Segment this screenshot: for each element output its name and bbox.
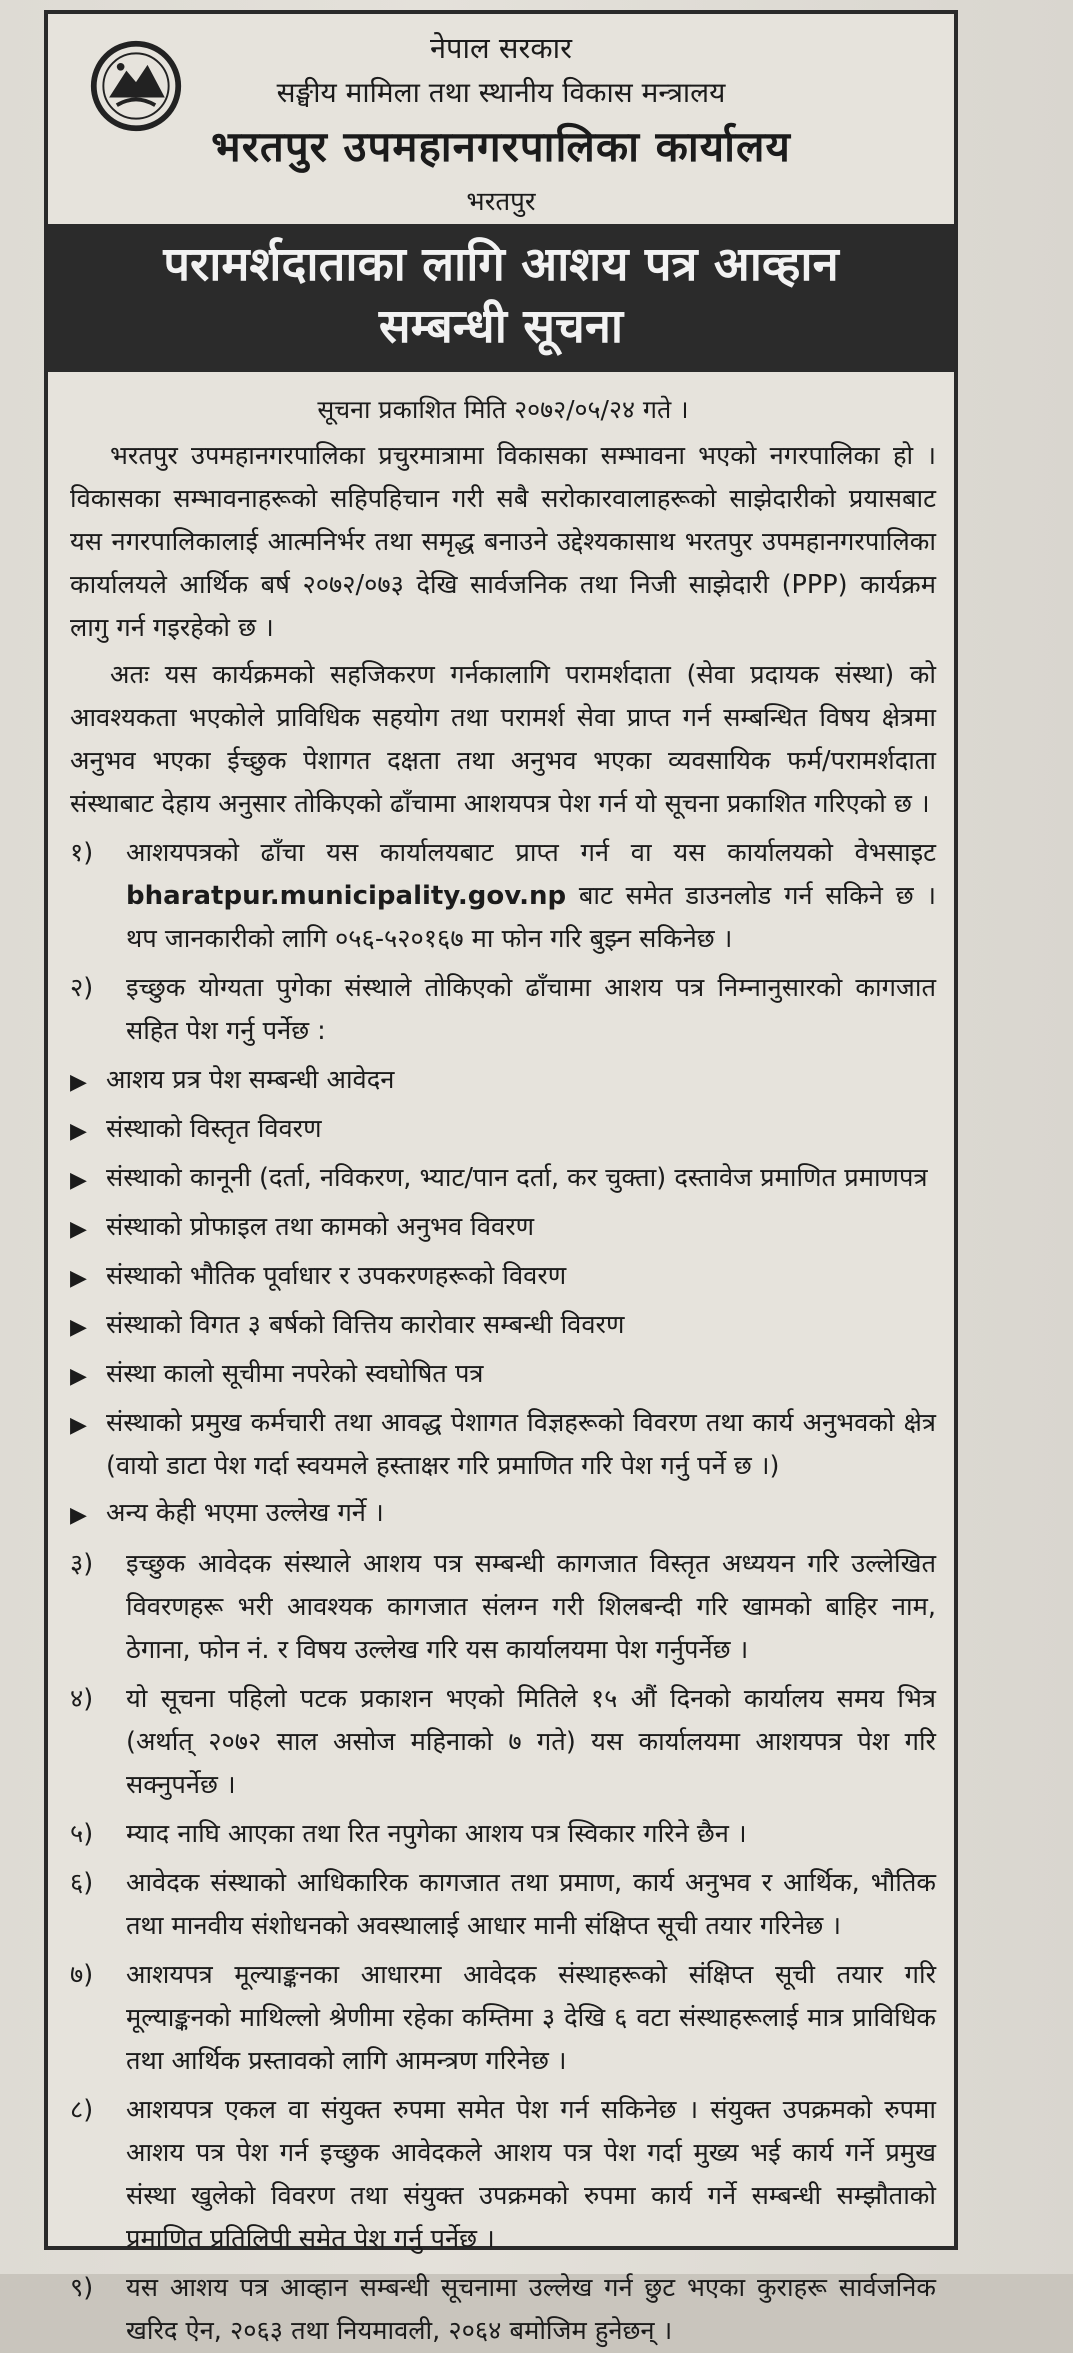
item-number: २) <box>70 973 94 1003</box>
nepal-emblem-icon <box>88 38 184 134</box>
list-item <box>70 1862 936 1948</box>
list-item <box>70 1678 936 1807</box>
banner-line-2: सम्बन्धी सूचना <box>378 299 624 354</box>
purpose-paragraph: अतः यस कार्यक्रमको सहजिकरण गर्नकालागि परामर्शदाता (सेवा प्रदायक संस्था) को आवश्यकता भएकोले प्राविधिक सहयोग तथा परामर्श सेवा प्राप्त गर्न सम्बन्धित विषय क्षेत्रमा अनुभव भएका ईच्छुक पेशागत दक्षता तथा अनुभव भएका व्यवसायिक फर्म/परामर्शदाता संस्थाबाट देहाय अनुसार तोकिएको ढाँचामा आशयपत्र पेश गर्न यो सूचना प्रकाशित गरिएको छ । <box>70 660 936 819</box>
item-text: म्याद नाघि आएका तथा रित नपुगेका आशय पत्र स्विकार गरिने छैन । <box>126 1819 747 1849</box>
arrow-bullet-icon: ▶ <box>70 1119 87 1144</box>
bullet-item: ▶ संस्थाको प्रोफाइल तथा कामको अनुभव विवरण <box>70 1206 936 1251</box>
item-text: आशयपत्र मूल्याङ्कनका आधारमा आवेदक संस्थाहरूको संक्षिप्त सूची तयार गरि मूल्याङ्कनको माथिल्लो श्रेणीमा रहेका कम्तिमा ३ देखि ६ वटा संस्थाहरूलाई मात्र प्राविधिक तथा आर्थिक प्रस्तावको लागि आमन्त्रण गरिनेछ । <box>126 1960 936 2076</box>
item-number: ९) <box>70 2273 94 2303</box>
item-text: बाट समेत डाउनलोड गर्न सकिने छ । थप जानकारीको लागि ०५६-५२०१६७ मा फोन गरि बुझ्न सकिनेछ । <box>126 881 936 954</box>
ministry-title: सङ्घीय मामिला तथा स्थानीय विकास मन्त्रालय <box>276 76 726 109</box>
item-number: ७) <box>70 1960 94 1990</box>
item-text: यो सूचना पहिलो पटक प्रकाशन भएको मितिले १५ औं दिनको कार्यालय समय भित्र (अर्थात् २०७२ साल असोज महिनाको ७ गते) यस कार्यालयमा आशयपत्र पेश गरि सक्नुपर्नेछ । <box>126 1684 936 1800</box>
banner-line-1: परामर्शदाताका लागि आशय पत्र आव्हान <box>163 237 839 292</box>
arrow-bullet-icon: ▶ <box>70 1503 87 1528</box>
arrow-bullet-icon: ▶ <box>70 1070 87 1095</box>
government-title: नेपाल सरकार <box>429 31 573 65</box>
bullet-item: ▶ संस्थाको विगत ३ बर्षको वित्तिय कारोवार सम्बन्धी विवरण <box>70 1304 936 1349</box>
bullet-item: ▶ संस्थाको भौतिक पूर्वाधार र उपकरणहरूको विवरण <box>70 1255 936 1300</box>
arrow-bullet-icon: ▶ <box>70 1217 87 1242</box>
list-item <box>70 967 936 1053</box>
list-item <box>70 1954 936 2083</box>
publish-date: सूचना प्रकाशित मिति २०७२/०५/२४ गते । <box>317 395 689 424</box>
item-text: आशयपत्र एकल वा संयुक्त रुपमा समेत पेश गर्न सकिनेछ । संयुक्त उपक्रमको रुपमा आशय पत्र पेश गर्न इच्छुक आवेदकले आशय पत्र पेश गर्दा मुख्य भई कार्य गर्ने प्रमुख संस्था खुलेको विवरण तथा संयुक्त उपक्रमको रुपमा कार्य गर्ने सम्बन्धी सम्झौताको प्रमाणित प्रतिलिपी समेत पेश गर्नु पर्नेछ । <box>126 2095 936 2254</box>
arrow-bullet-icon: ▶ <box>70 1315 87 1340</box>
item-text: आशयपत्रको ढाँचा यस कार्यालयबाट प्राप्त गर्न वा यस कार्यालयको वेभसाइट <box>126 838 936 868</box>
office-title: भरतपुर उपमहानगरपालिका कार्यालय <box>211 122 791 171</box>
item-number: ४) <box>70 1684 94 1714</box>
arrow-bullet-icon: ▶ <box>70 1413 87 1438</box>
bullet-item: ▶ संस्थाको प्रमुख कर्मचारी तथा आवद्ध पेशागत विज्ञहरूको विवरण तथा कार्य अनुभवको क्षेत्र (वायो डाटा पेश गर्दा स्वयमले हस्ताक्षर गरि प्रमाणित गरि पेश गर्नु पर्ने छ ।) <box>70 1402 936 1488</box>
item-number: ५) <box>70 1819 94 1849</box>
list-item <box>70 2267 936 2353</box>
bullet-item: ▶ संस्थाको विस्तृत विवरण <box>70 1108 936 1153</box>
item-text: इच्छुक योग्यता पुगेका संस्थाले तोकिएको ढाँचामा आशय पत्र निम्नानुसारको कागजात सहित पेश गर्नु पर्नेछ : <box>126 973 936 1046</box>
notice-banner <box>48 224 954 372</box>
intro-paragraph: भरतपुर उपमहानगरपालिका प्रचुरमात्रामा विकासका सम्भावना भएको नगरपालिका हो । विकासका सम्भावनाहरूको सहिपहिचान गरी सबै सरोकारवालाहरूको साझेदारीको प्रयासबाट यस नगरपालिकालाई आत्मनिर्भर तथा समृद्ध बनाउने उद्देश्यकासाथ भरतपुर उपमहानगरपालिका कार्यालयले आर्थिक बर्ष २०७२/०७३ देखि सार्वजनिक तथा निजी साझेदारी (PPP) कार्यक्रम लागु गर्न गइरहेको छ । <box>70 441 936 643</box>
list-item <box>70 1543 936 1672</box>
document-bullet-list <box>70 1059 936 1537</box>
notice-frame <box>44 10 958 2346</box>
item-number: ६) <box>70 1868 94 1898</box>
item-number: ८) <box>70 2095 94 2125</box>
bullet-item: ▶ संस्थाको कानूनी (दर्ता, नविकरण, भ्याट/पान दर्ता, कर चुक्ता) दस्तावेज प्रमाणित प्रमाणपत्र <box>70 1157 936 1202</box>
item-text: यस आशय पत्र आव्हान सम्बन्धी सूचनामा उल्लेख गर्न छुट भएका कुराहरू सार्वजनिक खरिद ऐन, २०६३ तथा नियमावली, २०६४ बमोजिम हुनेछन् । <box>126 2273 936 2346</box>
city-name: भरतपुर <box>466 187 536 217</box>
item-text: आवेदक संस्थाको आधिकारिक कागजात तथा प्रमाण, कार्य अनुभव र आर्थिक, भौतिक तथा मानवीय संशोधनको अवस्थालाई आधार मानी संक्षिप्त सूची तयार गरिनेछ । <box>126 1868 936 1941</box>
notice-body <box>48 372 954 2353</box>
website-link[interactable]: bharatpur.municipality.gov.np <box>126 881 567 911</box>
arrow-bullet-icon: ▶ <box>70 1168 87 1193</box>
item-text: इच्छुक आवेदक संस्थाले आशय पत्र सम्बन्धी कागजात विस्तृत अध्ययन गरि उल्लेखित विवरणहरू भरी आवश्यक कागजात संलग्न गरी शिलबन्दी गरि खामको बाहिर नाम, ठेगाना, फोन नं. र विषय उल्लेख गरि यस कार्यालयमा पेश गर्नुपर्नेछ । <box>126 1549 936 1665</box>
bullet-item: ▶ अन्य केही भएमा उल्लेख गर्ने । <box>70 1492 936 1537</box>
list-item <box>70 832 936 961</box>
arrow-bullet-icon: ▶ <box>70 1364 87 1389</box>
notice-header <box>48 14 954 217</box>
item-number: १) <box>70 838 94 868</box>
bullet-item: ▶ संस्था कालो सूचीमा नपरेको स्वघोषित पत्र <box>70 1353 936 1398</box>
item-number: ३) <box>70 1549 94 1579</box>
bullet-item: ▶ आशय प्रत्र पेश सम्बन्धी आवेदन <box>70 1059 936 1104</box>
arrow-bullet-icon: ▶ <box>70 1266 87 1291</box>
list-item <box>70 1813 936 1856</box>
list-item <box>70 2089 936 2261</box>
